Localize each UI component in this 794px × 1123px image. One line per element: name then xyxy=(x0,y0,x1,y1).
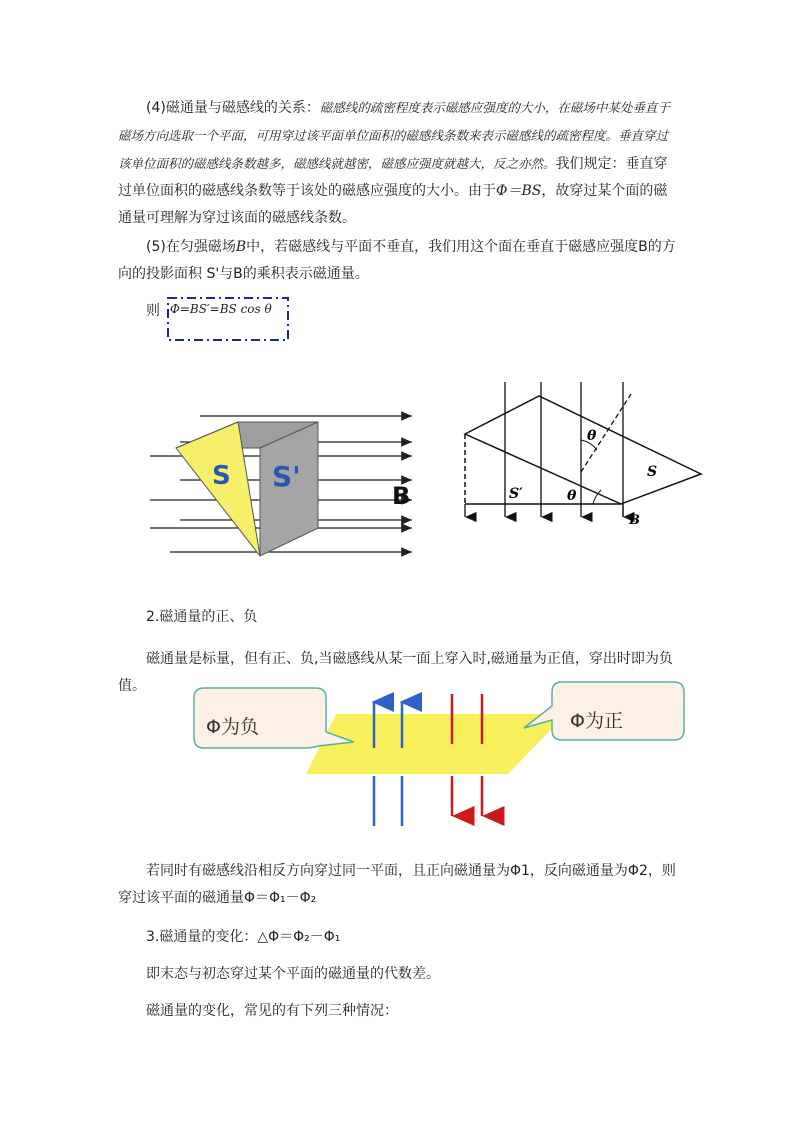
section-3-title: 3.磁通量的变化：△Φ＝Φ₂－Φ₁ xyxy=(146,929,341,945)
paragraph-combined-flux-line2: 穿过该平面的磁通量Φ＝Φ₁－Φ₂ xyxy=(118,890,317,906)
p4-rest1: 我们规定：垂直穿过单位面积的磁感线条数等于该处的磁感应强度的大小。由于 xyxy=(118,156,668,199)
theta-bottom: θ xyxy=(567,488,577,504)
section-3-body: 即末态与初态穿过某个平面的磁通量的代数差。 xyxy=(146,966,440,982)
section-3-list-intro: 磁通量的变化，常见的有下列三种情况： xyxy=(146,1003,398,1019)
label-plane-b: B xyxy=(629,513,640,528)
formula-text: Φ=BS′=BS cos θ xyxy=(170,302,272,316)
label-s-prime: S' xyxy=(272,460,301,493)
section-2-body: 磁通量是标量，但有正、负,当磁感线从某一面上穿入时,磁通量为正值，穿出时即为负值。 xyxy=(118,651,673,694)
formula-prefix: 则 xyxy=(146,303,160,319)
callout-negative xyxy=(206,712,259,739)
p4-bs: BS xyxy=(521,183,542,199)
p5-pre: (5)在匀强磁场 xyxy=(146,239,236,255)
figure-tilted-plane xyxy=(455,382,715,532)
label-s: S xyxy=(212,461,231,491)
label-b: B xyxy=(392,482,411,510)
figure-flux-sign xyxy=(190,680,690,830)
p4-rest2: ，故穿过某个面的磁通量可理解为穿过该面的磁感线条数。 xyxy=(118,183,668,226)
p4-italic-text: 磁感线的疏密程度表示磁感应强度的大小，在磁场中某处垂直于磁场方向选取一个平面，可用穿过该平面单位面积的磁感线条数来表示磁感线的疏密程度。垂直穿过该单位面积的磁感线条数越多，磁感线就越密，磁感应强度就越大，反之亦然。 xyxy=(118,100,670,171)
label-plane-s-prime: S′ xyxy=(509,486,523,502)
figure-projection-prism xyxy=(140,400,430,570)
p5-b: B xyxy=(235,239,247,255)
section-2-title: 2.磁通量的正、负 xyxy=(146,609,258,625)
paragraph-flux-field-lines xyxy=(118,94,678,232)
theta-top: θ xyxy=(587,428,597,444)
callout-positive xyxy=(570,706,623,733)
formula-container xyxy=(170,301,272,317)
p4-phi: Φ＝ xyxy=(496,183,522,199)
paragraph-projection xyxy=(118,234,678,288)
callout-negative-text: Φ为负 xyxy=(206,716,259,738)
p5-post: 中，若磁感线与平面不垂直，我们用这个面在垂直于磁感应强度B的方向的投影面积 S'与B的乘积表示磁通量。 xyxy=(118,239,676,282)
p4-label: (4)磁通量与磁感线的关系： xyxy=(146,100,320,116)
label-plane-s: S xyxy=(647,464,658,480)
callout-positive-text: Φ为正 xyxy=(570,710,623,732)
paragraph-combined-flux-line1: 若同时有磁感线沿相反方向穿过同一平面，且正向磁通量为Φ1，反向磁通量为Φ2，则 xyxy=(146,863,676,879)
